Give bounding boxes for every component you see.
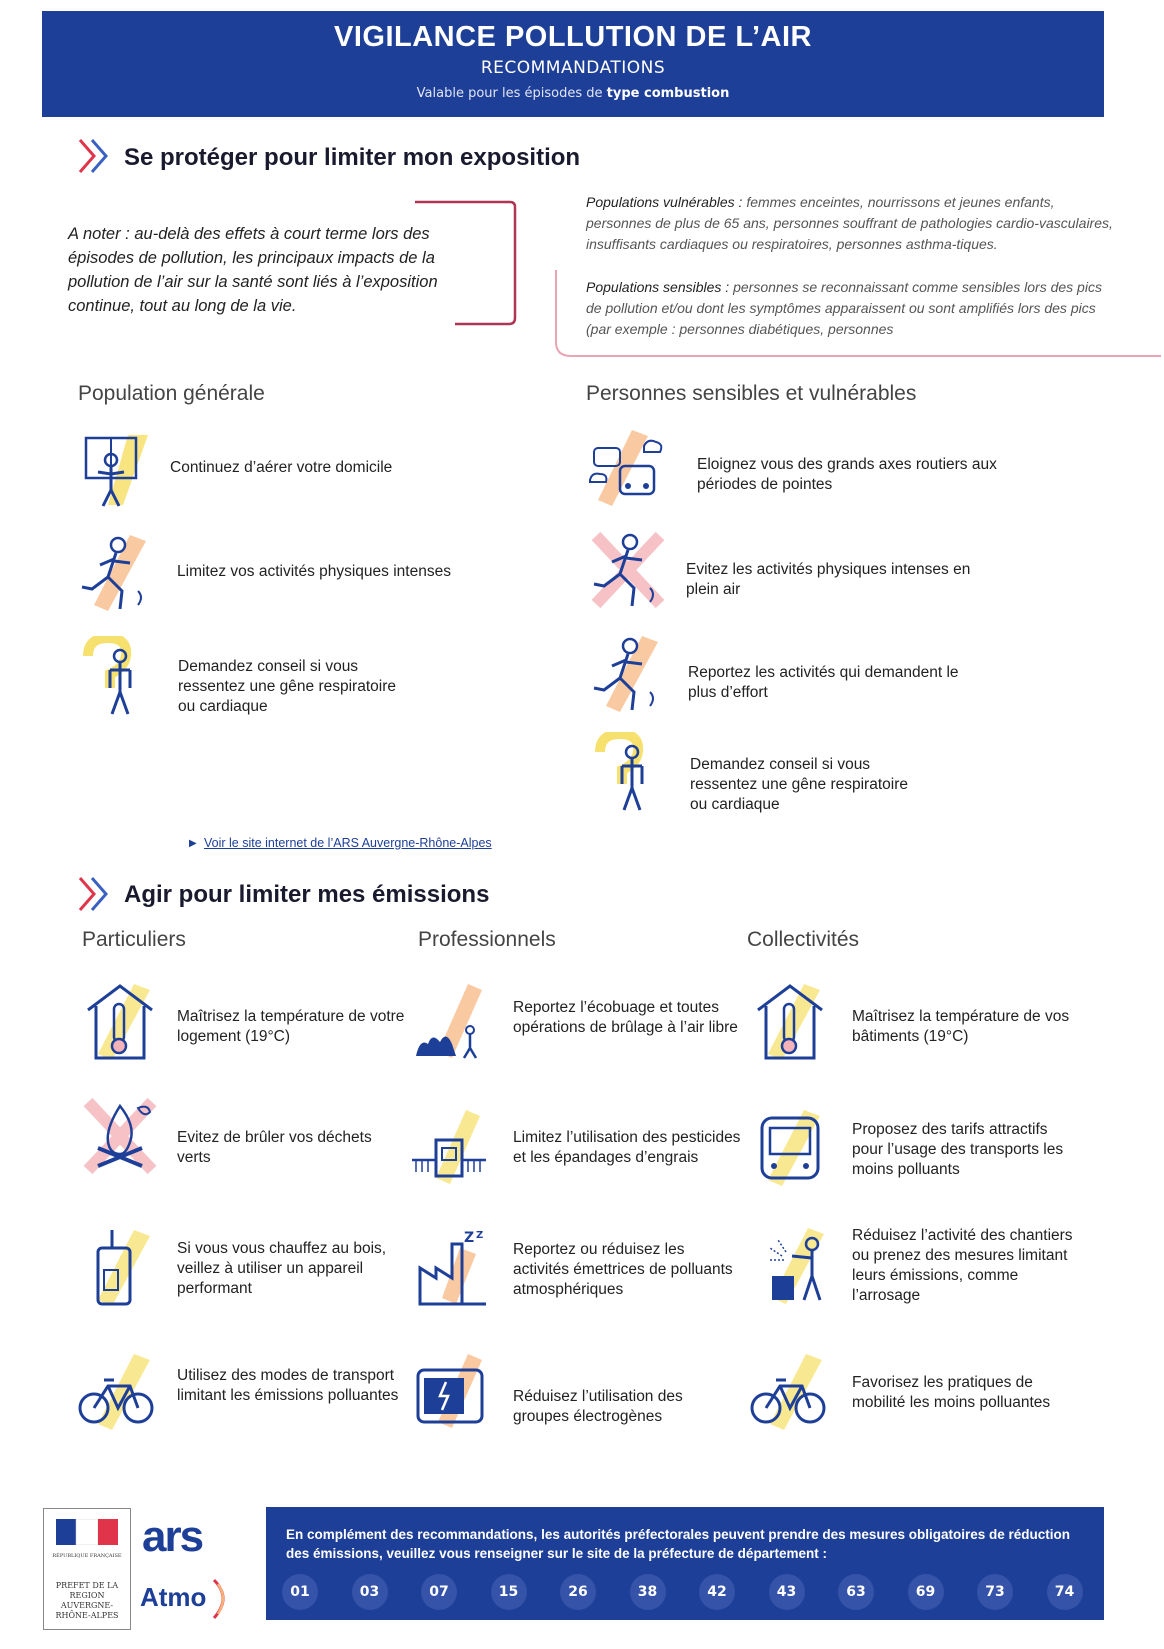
department-03-button[interactable]: 03 (352, 1574, 388, 1610)
list-item-text: Evitez les activités physiques intenses en plein air (686, 561, 971, 598)
department-26-button[interactable]: 26 (560, 1574, 596, 1610)
list-item-text: Proposez des tarifs attractifs pour l’usage des transports les moins polluants (852, 1121, 1064, 1178)
vulnerable-label: Populations vulnérables : (586, 194, 743, 210)
department-42-button[interactable]: 42 (699, 1574, 735, 1610)
list-item (78, 533, 154, 617)
republique-text: RÉPUBLIQUE FRANÇAISE (52, 1553, 122, 1559)
list-item-text: Limitez vos activités physiques intenses (177, 563, 451, 580)
factory-icon (416, 1228, 492, 1308)
note-label: A noter : (68, 225, 130, 243)
department-63-button[interactable]: 63 (838, 1574, 874, 1610)
list-item (82, 1228, 158, 1312)
list-item (752, 1108, 828, 1192)
question-person-icon (78, 636, 154, 716)
burning-field-icon (412, 982, 488, 1062)
note-block (68, 222, 473, 318)
note-text: au-delà des effets à court terme lors des épisodes de pollution, les principaux impacts de la pollution de l’air sur la santé sont liés à l’exposition continue, tout au long de la vie. (68, 225, 438, 315)
list-item (82, 1096, 158, 1180)
ars-logo (142, 1512, 202, 1562)
list-item (412, 982, 488, 1066)
list-item-text: Réduisez l’utilisation des groupes électrogènes (513, 1388, 683, 1425)
list-item-text: Favorisez les pratiques de mobilité les moins polluantes (852, 1374, 1051, 1411)
generator-icon (412, 1352, 488, 1432)
section-emissions-title: Agir pour limiter mes émissions (124, 881, 490, 908)
list-item (588, 428, 664, 512)
department-43-button[interactable]: 43 (769, 1574, 805, 1610)
sensitive-text: personnes se reconnaissant comme sensibles lors des pics de pollution et/ou dont les symptômes apparaissent ou sont amplifiés lors des pics (par exemple : personnes diabétiques, personnes (586, 279, 1102, 337)
fire-cross-icon (82, 1096, 158, 1176)
prefet-text: PREFET DE LA REGION AUVERGNE-RHÔNE-ALPES (55, 1581, 119, 1620)
list-item (590, 530, 666, 614)
list-item (752, 982, 828, 1066)
validity-type: type combustion (606, 86, 730, 101)
runner-cross-icon (590, 530, 666, 610)
question-person-icon (590, 732, 666, 812)
vulnerable-populations (586, 192, 1116, 255)
department-38-button[interactable]: 38 (630, 1574, 666, 1610)
bicycle-icon (750, 1352, 826, 1432)
bicycle-icon (78, 1352, 154, 1432)
vulnerable-text: femmes enceintes, nourrissons et jeunes enfants, personnes de plus de 65 ans, personnes souffrant de pathologies cardio-vasculaires, insuffisants cardiaques ou respiratoires, personnes asthma-tiques. (586, 194, 1113, 252)
validity-note (42, 86, 1104, 101)
window-person-icon (78, 430, 154, 510)
house-thermometer-icon (752, 982, 828, 1062)
sensitive-population-heading: Personnes sensibles et vulnérables (586, 382, 917, 405)
list-item-text: Continuez d’aérer votre domicile (170, 459, 393, 476)
list-item (412, 1352, 488, 1436)
list-item-text: Limitez l’utilisation des pesticides et les épandages d’engrais (513, 1129, 741, 1166)
page-title: VIGILANCE POLLUTION DE L’AIR (333, 21, 812, 53)
populations-bracket (551, 270, 1164, 360)
prefet-logo (43, 1508, 131, 1630)
chevron-icon (78, 874, 114, 918)
list-item (756, 1226, 832, 1310)
list-item-text: Reportez les activités qui demandent le plus d’effort (688, 664, 959, 701)
list-item (78, 1352, 154, 1436)
list-item (750, 1352, 826, 1436)
bus-icon (752, 1108, 828, 1188)
section-protect-title: Se protéger pour limiter mon exposition (124, 144, 581, 171)
traffic-icon (588, 428, 664, 508)
communities-heading: Collectivités (747, 928, 860, 951)
list-item-text: Maîtrisez la température de votre logement (19°C) (177, 1008, 405, 1045)
list-item (416, 1228, 492, 1312)
department-07-button[interactable]: 07 (421, 1574, 457, 1610)
wood-stove-icon (82, 1228, 158, 1308)
department-73-button[interactable]: 73 (977, 1574, 1013, 1610)
marianne-flag-icon (56, 1519, 118, 1545)
tractor-icon (410, 1108, 486, 1188)
validity-prefix: Valable pour les épisodes de (416, 86, 603, 101)
department-01-button[interactable]: 01 (282, 1574, 318, 1610)
header-banner (42, 11, 1104, 117)
list-item (590, 732, 666, 816)
worker-watering-icon (756, 1226, 832, 1306)
atmo-logo (140, 1582, 206, 1613)
department-15-button[interactable]: 15 (491, 1574, 527, 1610)
list-item-text: Demandez conseil si vous ressentez une gêne respiratoire ou cardiaque (690, 756, 908, 813)
list-item-text: Réduisez l’activité des chantiers ou prenez des mesures limitant leurs émissions, comme l’arrosage (852, 1227, 1073, 1304)
list-item-text: Demandez conseil si vous ressentez une gêne respiratoire ou cardiaque (178, 658, 396, 715)
list-item-text: Utilisez des modes de transport limitant les émissions polluantes (177, 1367, 399, 1404)
general-population-heading: Population générale (78, 382, 265, 405)
individuals-heading: Particuliers (82, 928, 186, 951)
atmo-logo-text: Atmo (140, 1582, 207, 1612)
footer-text: En complément des recommandations, les autorités préfectorales peuvent prendre des mesures obligatoires de réduction des émissions, veuillez vous renseigner sur le site de la préfecture de département : (286, 1527, 1070, 1561)
atmo-arc-icon (212, 1578, 234, 1620)
house-thermometer-icon (82, 982, 158, 1062)
list-item-text: Reportez l’écobuage et toutes opérations de brûlage à l’air libre (513, 999, 738, 1036)
department-74-button[interactable]: 74 (1047, 1574, 1083, 1610)
department-69-button[interactable]: 69 (908, 1574, 944, 1610)
list-item (78, 430, 154, 514)
page-subtitle: RECOMMANDATIONS (480, 58, 666, 78)
runner-icon (590, 634, 666, 714)
list-item-text: Eloignez vous des grands axes routiers aux périodes de pointes (697, 456, 997, 493)
ars-website-link[interactable]: Voir le site internet de l’ARS Auvergne-Rhône-Alpes (204, 836, 492, 850)
list-item-text: Reportez ou réduisez les activités émettrices de polluants atmosphériques (513, 1241, 733, 1298)
list-item-text: Evitez de brûler vos déchets verts (177, 1129, 372, 1166)
list-item-text: Maîtrisez la température de vos bâtiments (19°C) (852, 1008, 1070, 1045)
ars-logo-text: ars (142, 1512, 203, 1561)
chevron-icon (78, 136, 114, 180)
svg-text:Z: Z (476, 1230, 484, 1241)
runner-icon (78, 533, 154, 613)
list-item (410, 1108, 486, 1192)
note-bracket (415, 198, 520, 330)
list-item-text: Si vous vous chauffez au bois, veillez à utiliser un appareil performant (177, 1240, 387, 1297)
list-item (82, 982, 158, 1066)
list-item (78, 636, 154, 720)
svg-text:Z: Z (464, 1230, 475, 1246)
professionals-heading: Professionnels (418, 928, 556, 951)
list-item (590, 634, 666, 718)
play-icon: ▶ (189, 838, 197, 849)
sensitive-label: Populations sensibles : (586, 279, 730, 295)
footer-banner (266, 1507, 1104, 1620)
